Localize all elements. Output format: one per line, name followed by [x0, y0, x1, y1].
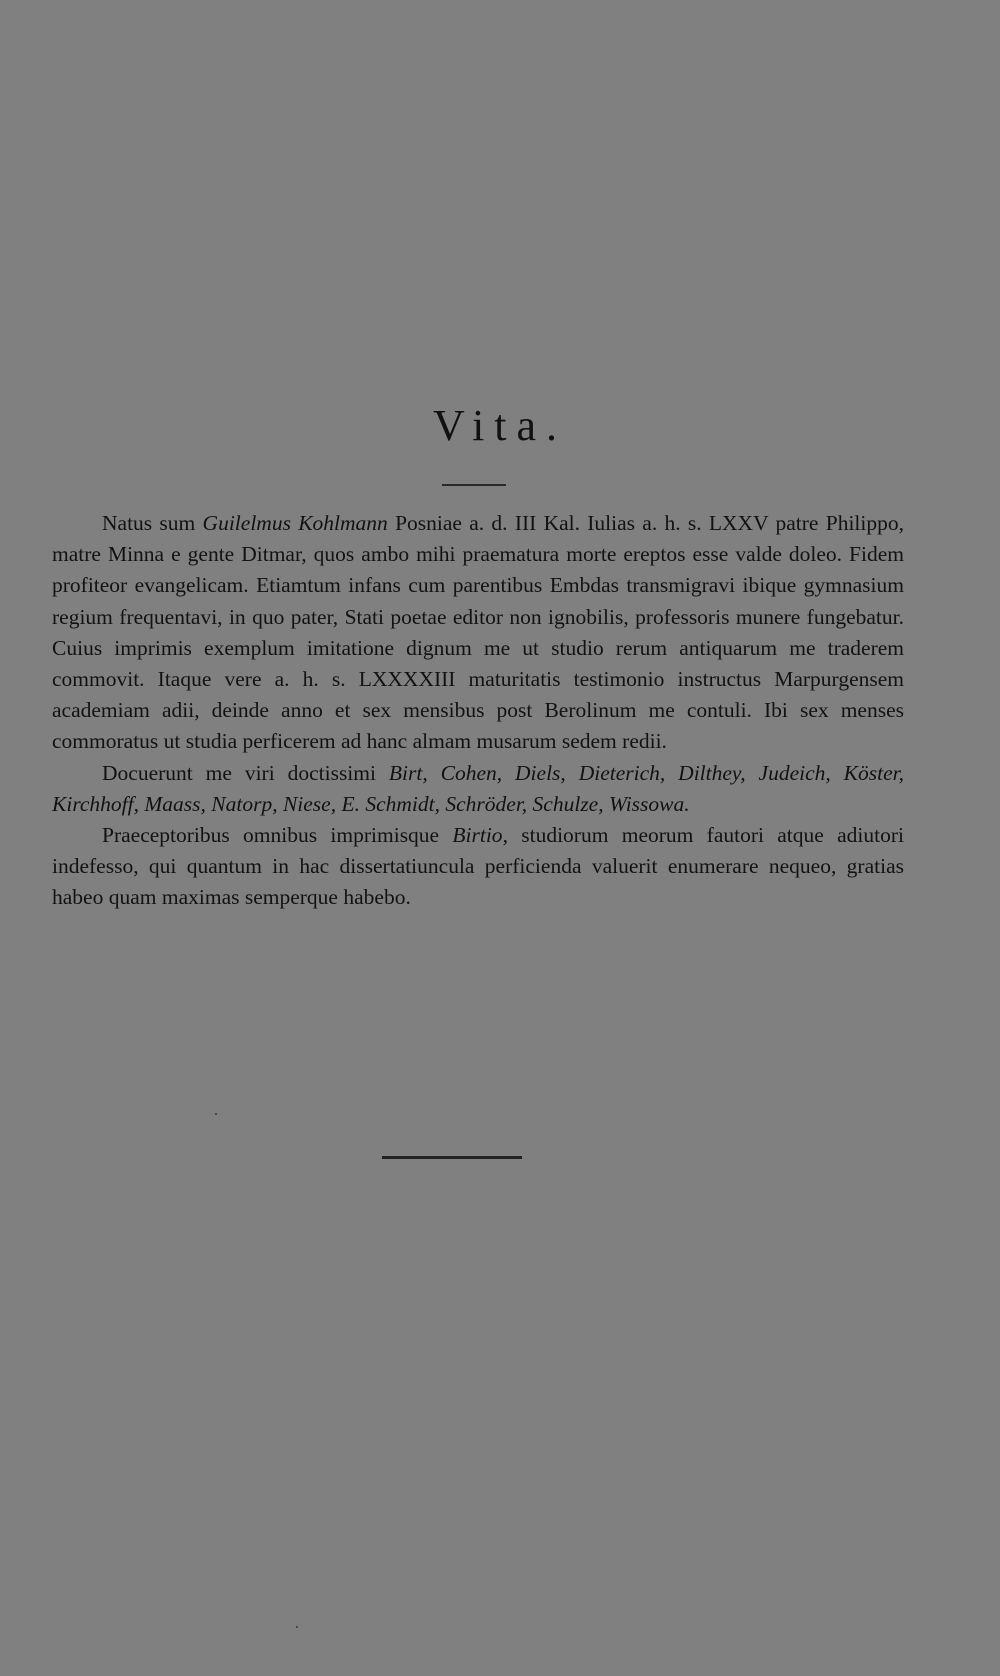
vita-text	[52, 508, 904, 914]
thanks-text: , studiorum meorum fautori atque adiutori indefesso, qui quantum in hac dissertatiuncula perficienda valuerit enumerare nequeo, gratias habeo quam maximas semperque habebo.	[52, 823, 904, 910]
title-rule	[442, 484, 506, 486]
paragraph-teachers	[52, 758, 904, 820]
biography-text: Posniae a. d. III Kal. Iulias a. h. s. LXXV patre Philippo, matre Minna e gente Ditmar, quos ambo mihi praematura morte ereptos esse valde doleo. Fidem profiteor evangelicam. Etiamtum infans cum parentibus Embdas transmigravi ibique gymnasium regium frequentavi, in quo pater, Stati poetae editor non ignobilis, professoris munere fungebatur. Cuius imprimis exemplum imitatione dignum me ut studio rerum antiquarum me traderem commovit. Itaque vere a. h. s. LXXXXIII maturitatis testimonio instructus Marpurgensem academiam adii, deinde anno et sex mensibus post Berolinum me contuli. Ibi sex menses commoratus ut studia perficerem ad hanc almam musarum sedem redii.	[52, 511, 904, 754]
scan-speck	[296, 1626, 298, 1628]
author-name: Guilelmus Kohlmann	[202, 511, 388, 535]
page-title: Vita.	[432, 401, 568, 450]
mentor-name: Birtio	[452, 823, 503, 848]
teachers-names: Birt, Cohen, Diels, Dieterich, Dilthey, Judeich, Köster, Kirchhoff, Maass, Natorp, Niese, E. Schmidt, Schröder, Schulze, Wissowa.	[52, 760, 905, 816]
biography-intro: Natus sum	[102, 511, 203, 535]
paragraph-thanks	[52, 820, 904, 914]
thanks-intro: Praeceptoribus omnibus imprimisque	[102, 823, 453, 848]
scan-speck	[215, 1113, 217, 1115]
end-rule	[382, 1156, 522, 1159]
teachers-intro: Docuerunt me viri doctissimi	[102, 760, 389, 785]
paragraph-biography	[52, 508, 904, 758]
